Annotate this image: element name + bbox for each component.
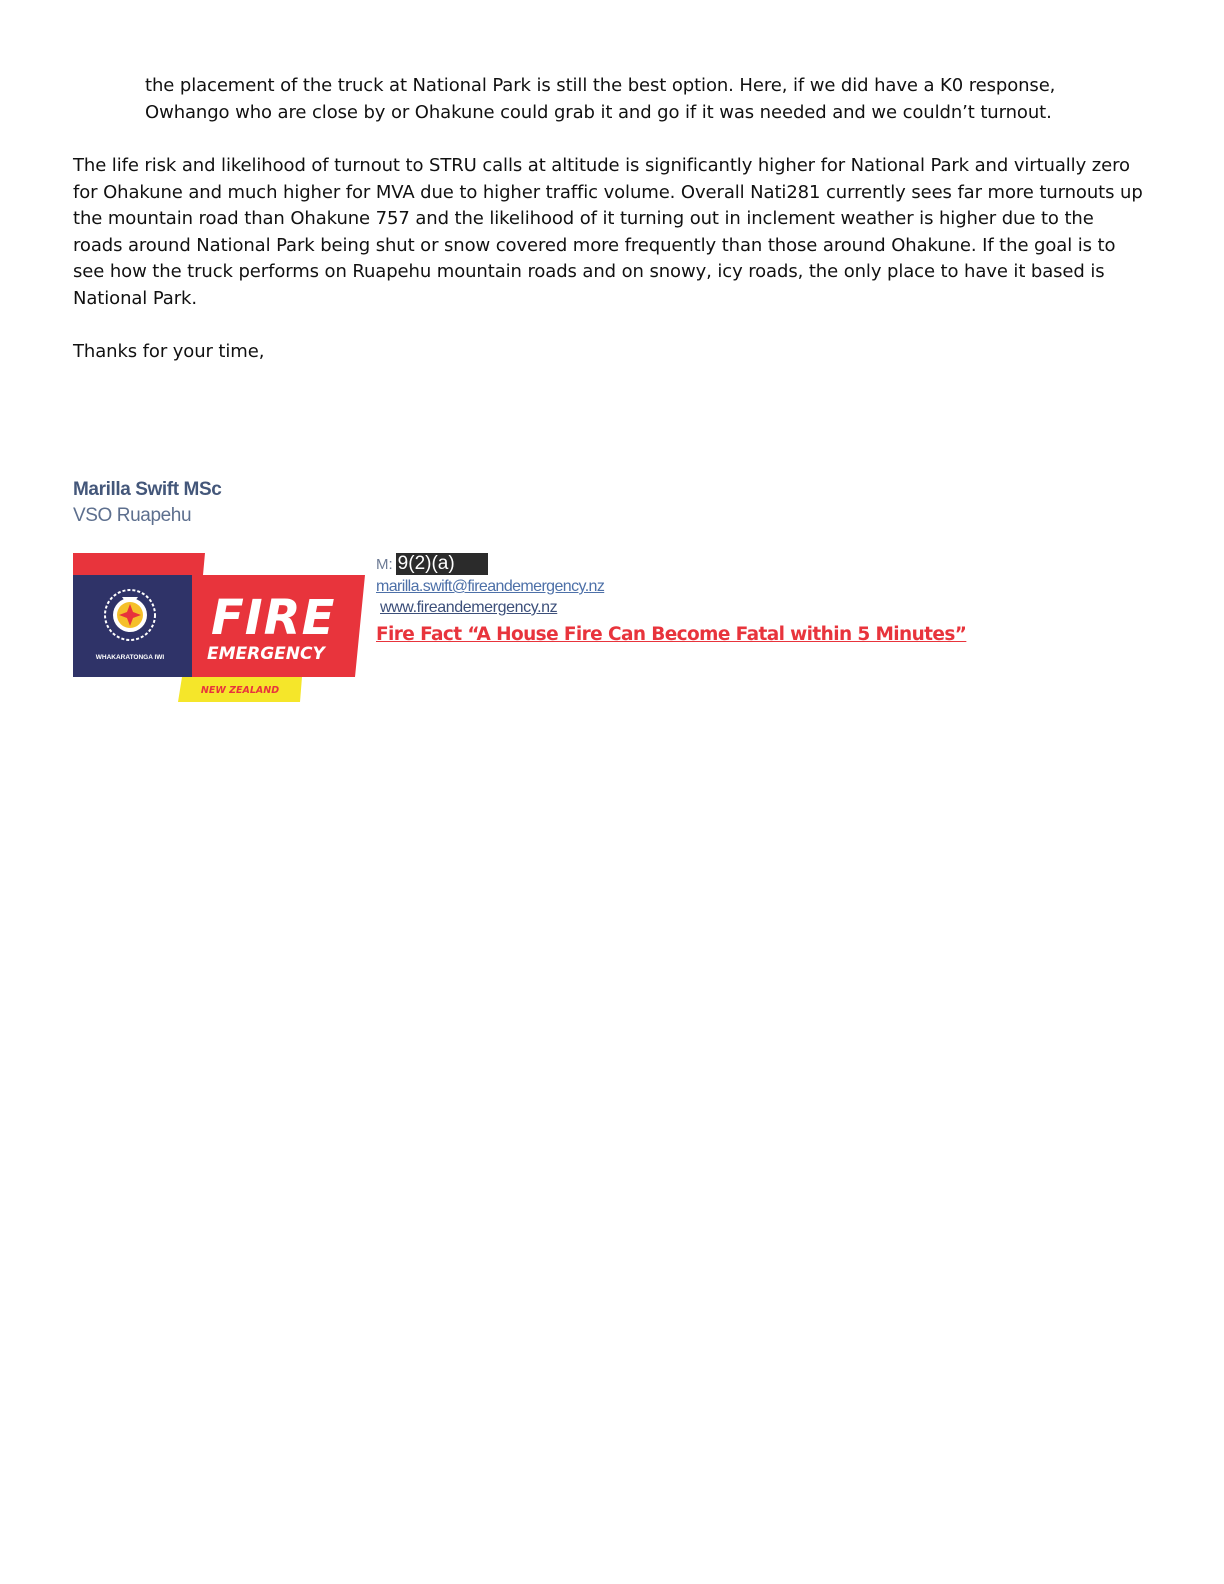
signature-name: Marilla Swift MSc [73, 479, 222, 500]
closing-line: Thanks for your time, [73, 341, 265, 362]
logo-maori-name: WHAKARATONGA IWI [95, 654, 165, 661]
fire-fact-link[interactable]: Fire Fact “A House Fire Can Become Fatal within 5 Minutes” [376, 624, 967, 645]
signature-role: VSO Ruapehu [73, 505, 192, 526]
logo-word-fire: FIRE [211, 590, 336, 646]
redacted-phone: 9(2)(a) [396, 553, 488, 575]
indented-paragraph: the placement of the truck at National Park is still the best option. Here, if we did have a K0 response, Owhango who are close by or Ohakune could grab it and go if it was needed and we couldn’t turnout. [145, 75, 1056, 123]
body-paragraph: The life risk and likelihood of turnout to STRU calls at altitude is significantly higher for National Park and virtually zero for Ohakune and much higher for MVA due to higher traffic volume. Overall Nati281 currently sees far more turnouts up the mountain road than Ohakune 757 and the likelihood of it turning out in inclement weather is higher due to the roads around National Park being shut or snow covered more frequently than those around Ohakune. If the goal is to see how the truck performs on Ruapehu mountain roads and on snowy, icy roads, the only place to have it based is National Park. [73, 155, 1143, 309]
mobile-label: M: [376, 555, 393, 573]
fire-emergency-logo [73, 553, 365, 703]
mobile-line [376, 553, 488, 575]
logo-word-emergency: EMERGENCY [207, 644, 325, 664]
website-link[interactable]: www.fireandemergency.nz [380, 599, 558, 616]
logo-country: NEW ZEALAND [200, 685, 280, 696]
email-link[interactable]: marilla.swift@fireandemergency.nz [376, 578, 605, 595]
